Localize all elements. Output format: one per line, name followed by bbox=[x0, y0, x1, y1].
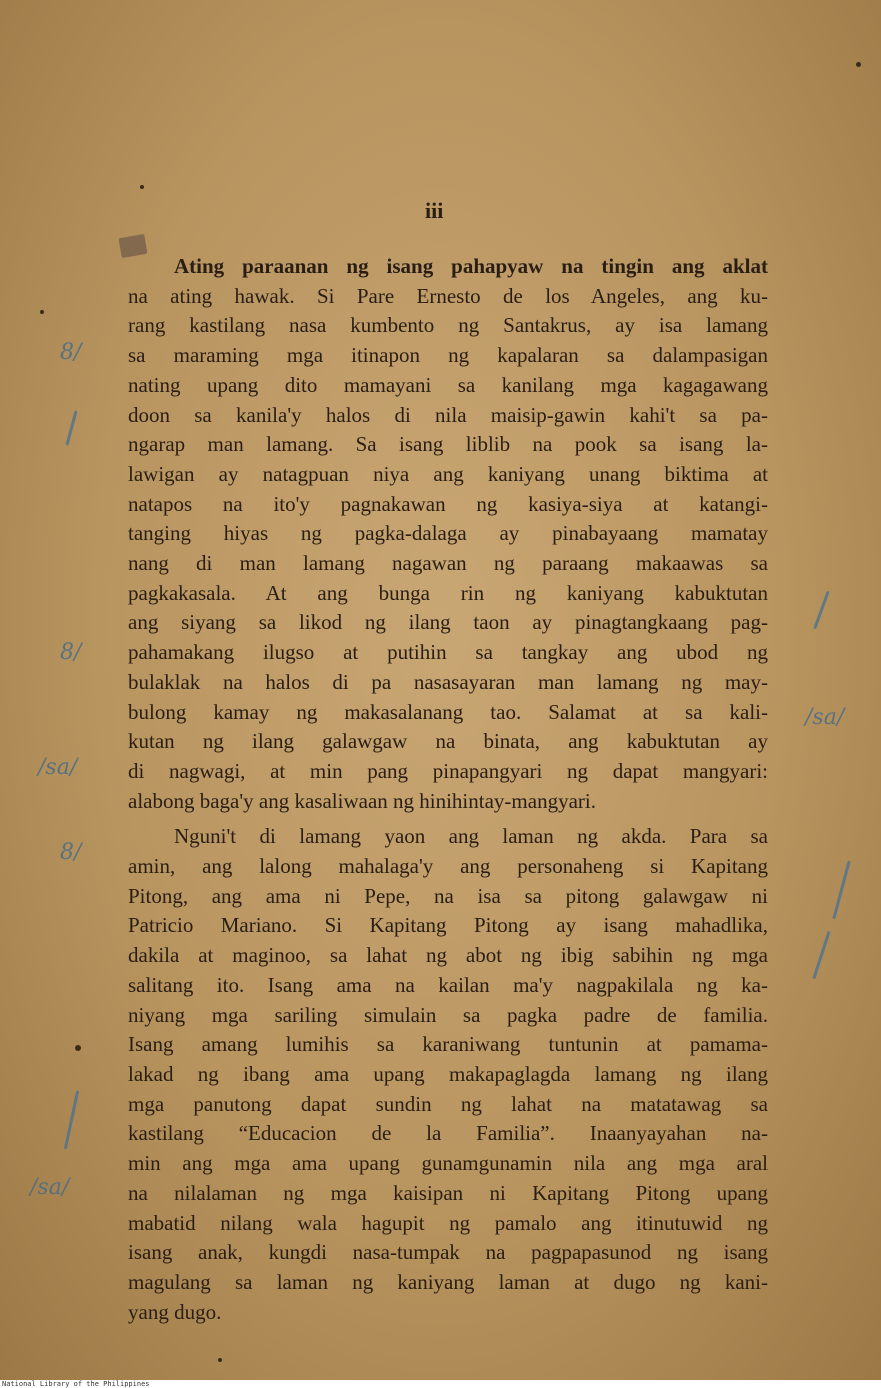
paragraph-1 bbox=[128, 252, 768, 816]
text-line: salitang ito. Isang ama na kailan ma'y nagpakilala ng ka- bbox=[128, 972, 768, 997]
margin-annotation: 8/ bbox=[60, 340, 82, 365]
text-line: tanging hiyas ng pagka-dalaga ay pinabayaang mamatay bbox=[128, 521, 768, 546]
text-line: Isang amang lumihis sa karaniwang tuntunin at pamama- bbox=[128, 1032, 768, 1057]
text-line: Pitong, ang ama ni Pepe, na isa sa pitong galawgaw ni bbox=[128, 883, 768, 908]
text-line: kutan ng ilang galawgaw na binata, ang kabuktutan ay bbox=[128, 729, 768, 754]
text-line: ang siyang sa likod ng ilang taon ay pinagtangkaang pag- bbox=[128, 610, 768, 635]
text-line: sa maraming mga itinapon ng kapalaran sa dalampasigan bbox=[128, 343, 768, 368]
footer-credit: National Library of the Philippines bbox=[2, 1380, 150, 1388]
pencil-mark bbox=[64, 1090, 79, 1149]
text-line: lawigan ay natagpuan niya ang kaniyang unang biktima at bbox=[128, 461, 768, 486]
text-line: Ating paraanan ng isang pahapyaw na tingin ang aklat bbox=[174, 254, 768, 278]
text-line: yang dugo. bbox=[128, 1299, 222, 1324]
text-line: min ang mga ama upang gunamgunamin nila ang mga aral bbox=[128, 1151, 768, 1176]
text-line: alabong baga'y ang kasaliwaan ng hinihintay-mangyari. bbox=[128, 788, 596, 813]
pencil-mark bbox=[65, 410, 77, 446]
text-line: nating upang dito mamayani sa kanilang mga kagagawang bbox=[128, 372, 768, 397]
text-line: lakad ng ibang ama upang makapaglagda lamang ng ilang bbox=[128, 1061, 768, 1086]
ink-speck bbox=[140, 185, 144, 189]
text-line: mga panutong dapat sundin ng lahat na matatawag sa bbox=[128, 1091, 768, 1116]
margin-annotation: /sa/ bbox=[805, 705, 845, 730]
text-line: pahamakang ilugso at putihin sa tangkay ang ubod ng bbox=[128, 640, 768, 665]
margin-annotation: 8/ bbox=[60, 640, 82, 665]
text-line: mabatid nilang wala hagupit ng pamalo ang itinutuwid ng bbox=[128, 1210, 768, 1235]
margin-annotation: /sa/ bbox=[30, 1175, 70, 1200]
text-line: amin, ang lalong mahalaga'y ang personaheng si Kapitang bbox=[128, 854, 768, 879]
pencil-mark bbox=[813, 591, 829, 630]
text-line: bulong kamay ng makasalanang tao. Salamat at sa kali- bbox=[128, 699, 768, 724]
text-line: niyang mga sariling simulain sa pagka padre de familia. bbox=[128, 1002, 768, 1027]
pencil-mark bbox=[832, 861, 850, 920]
footer bbox=[0, 1380, 881, 1388]
text-line: na ating hawak. Si Pare Ernesto de los Angeles, ang ku- bbox=[128, 283, 768, 308]
text-line: nang di man lamang nagawan ng paraang makaawas sa bbox=[128, 551, 768, 576]
text-line: magulang sa laman ng kaniyang laman at dugo ng kani- bbox=[128, 1269, 768, 1294]
text-line: ngarap man lamang. Sa isang liblib na pook sa isang la- bbox=[128, 432, 768, 457]
text-line: pagkakasala. At ang bunga rin ng kaniyang kabuktutan bbox=[128, 580, 768, 605]
pencil-mark bbox=[812, 931, 830, 979]
text-line: bulaklak na halos di pa nasasayaran man lamang ng may- bbox=[128, 669, 768, 694]
ink-speck bbox=[218, 1358, 222, 1362]
paragraph-2 bbox=[128, 822, 768, 1327]
margin-annotation: /sa/ bbox=[38, 755, 78, 780]
text-line: Nguni't di lamang yaon ang laman ng akda. Para sa bbox=[174, 824, 768, 849]
ink-speck bbox=[856, 62, 861, 67]
text-line: rang kastilang nasa kumbento ng Santakrus, ay isa lamang bbox=[128, 313, 768, 338]
text-line: dakila at maginoo, sa lahat ng abot ng ibig sabihin ng mga bbox=[128, 943, 768, 968]
text-line: Patricio Mariano. Si Kapitang Pitong ay isang mahadlika, bbox=[128, 913, 768, 938]
text-line: di nagwagi, at min pang pinapangyari ng dapat mangyari: bbox=[128, 758, 768, 783]
text-line: isang anak, kungdi nasa-tumpak na pagpapasunod ng isang bbox=[128, 1240, 768, 1265]
text-line: natapos na ito'y pagnakawan ng kasiya-siya at katangi- bbox=[128, 491, 768, 516]
page-number: iii bbox=[425, 198, 444, 223]
margin-annotation: 8/ bbox=[60, 840, 82, 865]
ink-speck bbox=[40, 310, 44, 314]
ink-speck bbox=[75, 1045, 81, 1051]
text-line: kastilang “Educacion de la Familia”. Inaanyayahan na- bbox=[128, 1121, 768, 1146]
text-line: na nilalaman ng mga kaisipan ni Kapitang Pitong upang bbox=[128, 1180, 768, 1205]
text-line: doon sa kanila'y halos di nila maisip-gawin kahi't sa pa- bbox=[128, 402, 768, 427]
body-text bbox=[128, 252, 768, 1327]
